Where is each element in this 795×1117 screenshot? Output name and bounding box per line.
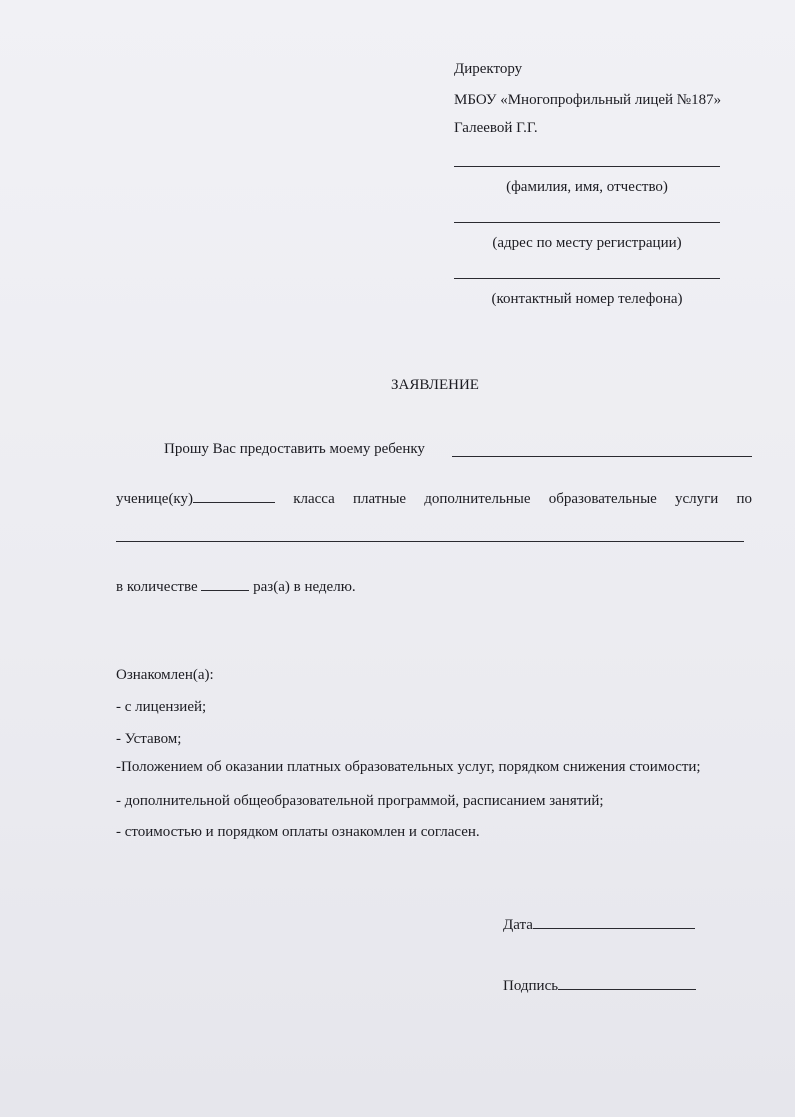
acknowledgment-item: - дополнительной общеобразовательной программой, расписанием занятий; [116,793,604,809]
child-name-field-line[interactable] [452,456,752,457]
addressee-line-school: МБОУ «Многопрофильный лицей №187» [454,92,722,108]
acknowledgment-heading: Ознакомлен(а): [116,667,214,683]
acknowledgment-item: - Уставом; [116,731,182,747]
pupil-label: ученице(ку) [116,491,194,507]
address-caption: (адрес по месту регистрации) [492,235,682,251]
services-label: класса платные дополнительные образовательные услуги по [293,491,753,507]
address-field-line[interactable] [454,222,720,223]
request-line-label: Прошу Вас предоставить моему ребенку [164,441,425,457]
document-title: ЗАЯВЛЕНИЕ [391,377,479,393]
date-field-line[interactable] [533,914,695,929]
signature-line [503,975,696,995]
phone-field-line[interactable] [454,278,720,279]
acknowledgment-item: - стоимостью и порядком оплаты ознакомлен и согласен. [116,824,480,840]
date-line [503,914,695,934]
acknowledgment-item: - с лицензией; [116,699,207,715]
acknowledgment-item: -Положением об оказании платных образовательных услуг, порядком снижения стоимости; [116,759,701,775]
fio-field-line[interactable] [454,166,720,167]
signature-field-line[interactable] [558,975,696,990]
per-week-label: раз(а) в неделю. [253,579,356,595]
quantity-line [116,576,356,596]
signature-label: Подпись [503,978,559,994]
fio-caption: (фамилия, имя, отчество) [506,179,668,195]
addressee-line-director: Директору [454,61,523,77]
date-label: Дата [503,917,533,933]
phone-caption: (контактный номер телефона) [491,291,683,307]
pupil-class-line [116,488,752,508]
addressee-line-name: Галеевой Г.Г. [454,120,538,136]
service-name-field-line[interactable] [116,541,744,542]
class-field-line[interactable] [193,488,275,503]
quantity-field-line[interactable] [201,576,249,591]
quantity-label: в количестве [116,579,198,595]
